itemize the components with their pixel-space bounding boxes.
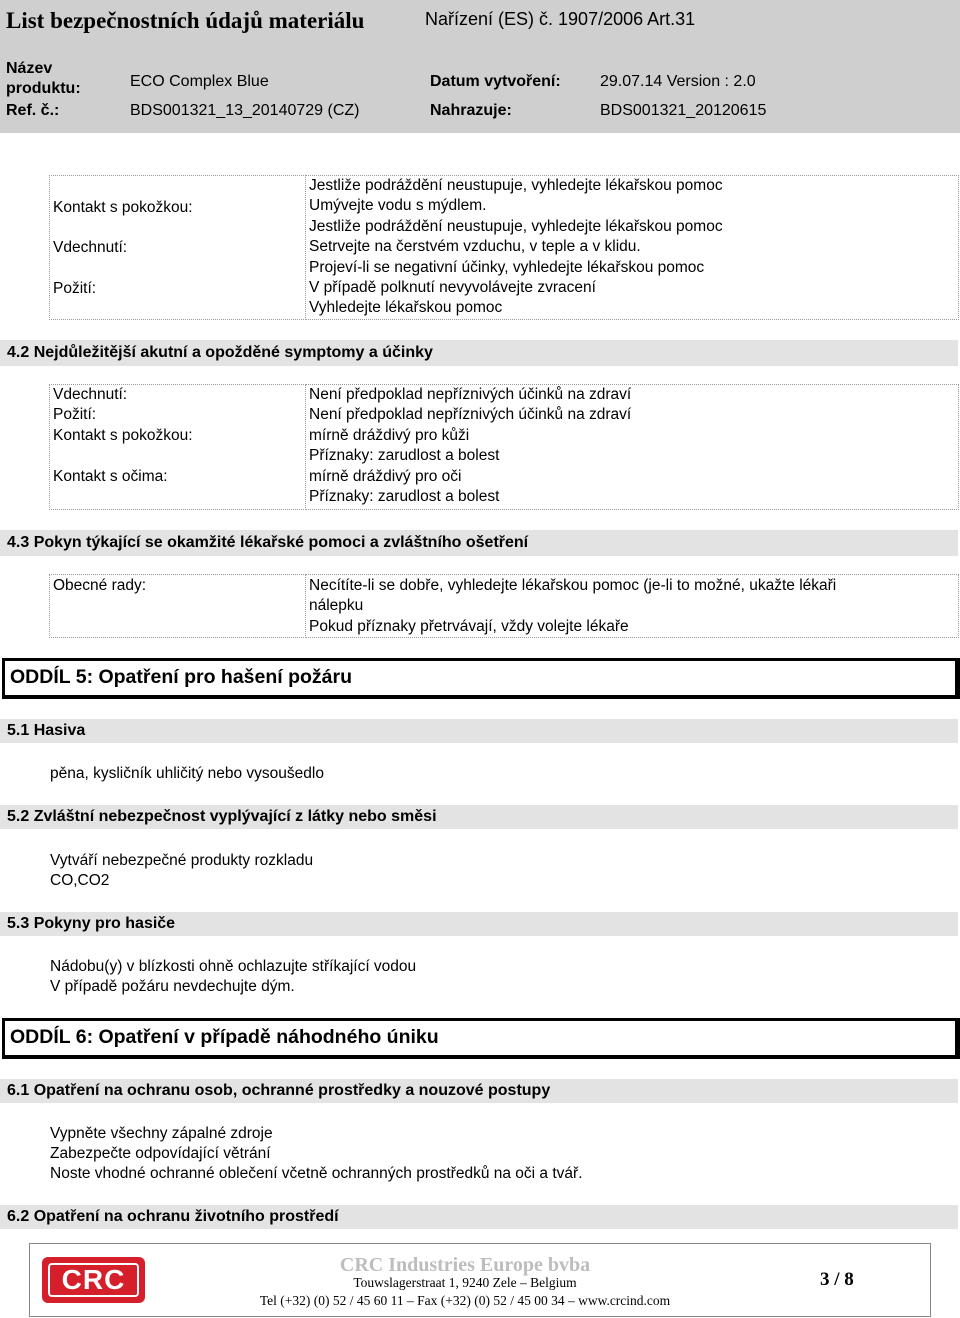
text-line: Vyhledejte lékařskou pomoc [309,299,503,317]
section-4-2-heading [0,340,958,366]
text-line: Jestliže podráždění neustupuje, vyhledejte lékařskou pomoc [309,217,723,235]
special-hazards-text [50,851,313,891]
section-6-1-heading [0,1079,958,1103]
text-line: nálepku [309,597,364,615]
logo-text: CRC [48,1263,139,1297]
text-line: Není předpoklad nepříznivých účinků na zdraví [309,386,632,403]
text-line: V případě požáru nevdechujte dým. [50,978,295,996]
replaces-label: Nahrazuje: [430,102,512,119]
text-line: Nádobu(y) v blízkosti ohně ochlazujte stříkající vodou [50,958,417,975]
section-5-box [2,658,960,699]
label-ingestion: Požití: [53,280,97,297]
label-inhalation: Vdechnutí: [53,386,128,403]
ref-value: BDS001321_13_20140729 (CZ) [130,102,360,119]
crc-logo [42,1257,145,1303]
section-5-2-heading [0,805,958,829]
label-general-advice: Obecné rady: [53,577,147,594]
section-6-1-title: 6.1 Opatření na ochranu osob, ochranné prostředky a nouzové postupy [7,1082,551,1099]
text-line: Příznaky: zarudlost a bolest [309,488,500,506]
section-5-title: ODDÍL 5: Opatření pro hašení požáru [10,666,353,688]
text-line: Necítíte-li se dobře, vyhledejte lékařskou pomoc (je-li to možné, ukažte lékaři [309,577,837,594]
first-aid-text-cell [306,176,959,320]
page-number: 3 / 8 [820,1269,854,1290]
advice-text-cell [306,575,959,638]
first-aid-table [49,175,959,320]
section-6-2-heading [0,1205,958,1229]
text-line: Jestliže podráždění neustupuje, vyhledejte lékařskou pomoc [309,177,723,194]
firefighter-advice-text [50,957,416,997]
product-name-label-2: produktu: [6,80,81,97]
section-4-2-title: 4.2 Nejdůležitější akutní a opožděné symptomy a účinky [7,344,433,361]
date-created-label: Datum vytvoření: [430,73,561,90]
personal-precautions-text [50,1124,583,1185]
symptoms-labels-cell [50,385,306,510]
text-line: Umývejte vodu s mýdlem. [309,197,487,215]
section-4-3-heading [0,530,958,556]
document-title: List bezpečnostních údajů materiálu [6,8,365,33]
text-line: Projeví-li se negativní účinky, vyhledejte lékařskou pomoc [309,258,705,276]
text-line: Vypněte všechny zápalné zdroje [50,1125,273,1142]
page-footer [29,1243,931,1317]
product-name-label-1: Název [6,60,53,77]
label-skin-contact: Kontakt s pokožkou: [53,426,193,444]
advice-table [49,574,959,638]
label-ingestion: Požití: [53,406,97,424]
symptoms-table [49,384,959,510]
section-5-1-heading [0,719,958,743]
section-5-3-heading [0,912,958,936]
section-5-2-title: 5.2 Zvláštní nebezpečnost vyplývající z látky nebo směsi [7,808,437,825]
section-6-box [2,1018,960,1059]
text-line: Zabezpečte odpovídající větrání [50,1145,271,1163]
label-inhalation: Vdechnutí: [53,239,128,256]
company-name: CRC Industries Europe bvba [339,1254,591,1276]
advice-label-cell [50,575,306,638]
text-line: pěna, kysličník uhličitý nebo vysoušedlo [50,765,324,782]
text-line: mírně dráždivý pro kůži [309,426,470,444]
company-contact: Tel (+32) (0) 52 / 45 60 11 – Fax (+32) (0) 52 / 45 00 34 – www.crcind.com [259,1293,671,1308]
section-4-3-title: 4.3 Pokyn týkající se okamžité lékařské pomoci a zvláštního ošetření [7,534,529,551]
text-line: CO,CO2 [50,872,110,890]
text-line: Setrvejte na čerstvém vzduchu, v teple a v klidu. [309,238,641,256]
label-skin-contact: Kontakt s pokožkou: [53,199,193,216]
text-line: Vytváří nebezpečné produkty rozkladu [50,852,314,869]
section-6-2-title: 6.2 Opatření na ochranu životního prostředí [7,1208,339,1225]
regulation-reference: Nařízení (ES) č. 1907/2006 Art.31 [425,9,696,29]
company-address: Touwslagerstraat 1, 9240 Zele – Belgium [353,1275,577,1290]
text-line: mírně dráždivý pro oči [309,467,462,485]
label-spacer [53,446,305,466]
section-5-1-title: 5.1 Hasiva [7,722,86,739]
section-6-title: ODDÍL 6: Opatření v případě náhodného úniku [10,1026,439,1048]
text-line: Příznaky: zarudlost a bolest [309,447,500,465]
text-line: Pokud příznaky přetrvávají, vždy volejte lékaře [309,617,629,635]
text-line: V případě polknutí nevyvolávejte zvracení [309,279,596,297]
first-aid-labels-cell [50,176,306,320]
text-line: Noste vhodné ochranné oblečení včetně ochranných prostředků na oči a tvář. [50,1165,583,1183]
date-created-value: 29.07.14 Version : 2.0 [600,73,756,90]
section-5-3-title: 5.3 Pokyny pro hasiče [7,915,176,932]
replaces-value: BDS001321_20120615 [600,102,767,119]
text-line: Není předpoklad nepříznivých účinků na zdraví [309,406,632,424]
extinguishing-media-text [50,764,324,784]
label-eye-contact: Kontakt s očima: [53,467,168,485]
symptoms-text-cell [306,385,959,510]
product-name-value: ECO Complex Blue [130,73,269,90]
ref-label: Ref. č.: [6,102,60,119]
